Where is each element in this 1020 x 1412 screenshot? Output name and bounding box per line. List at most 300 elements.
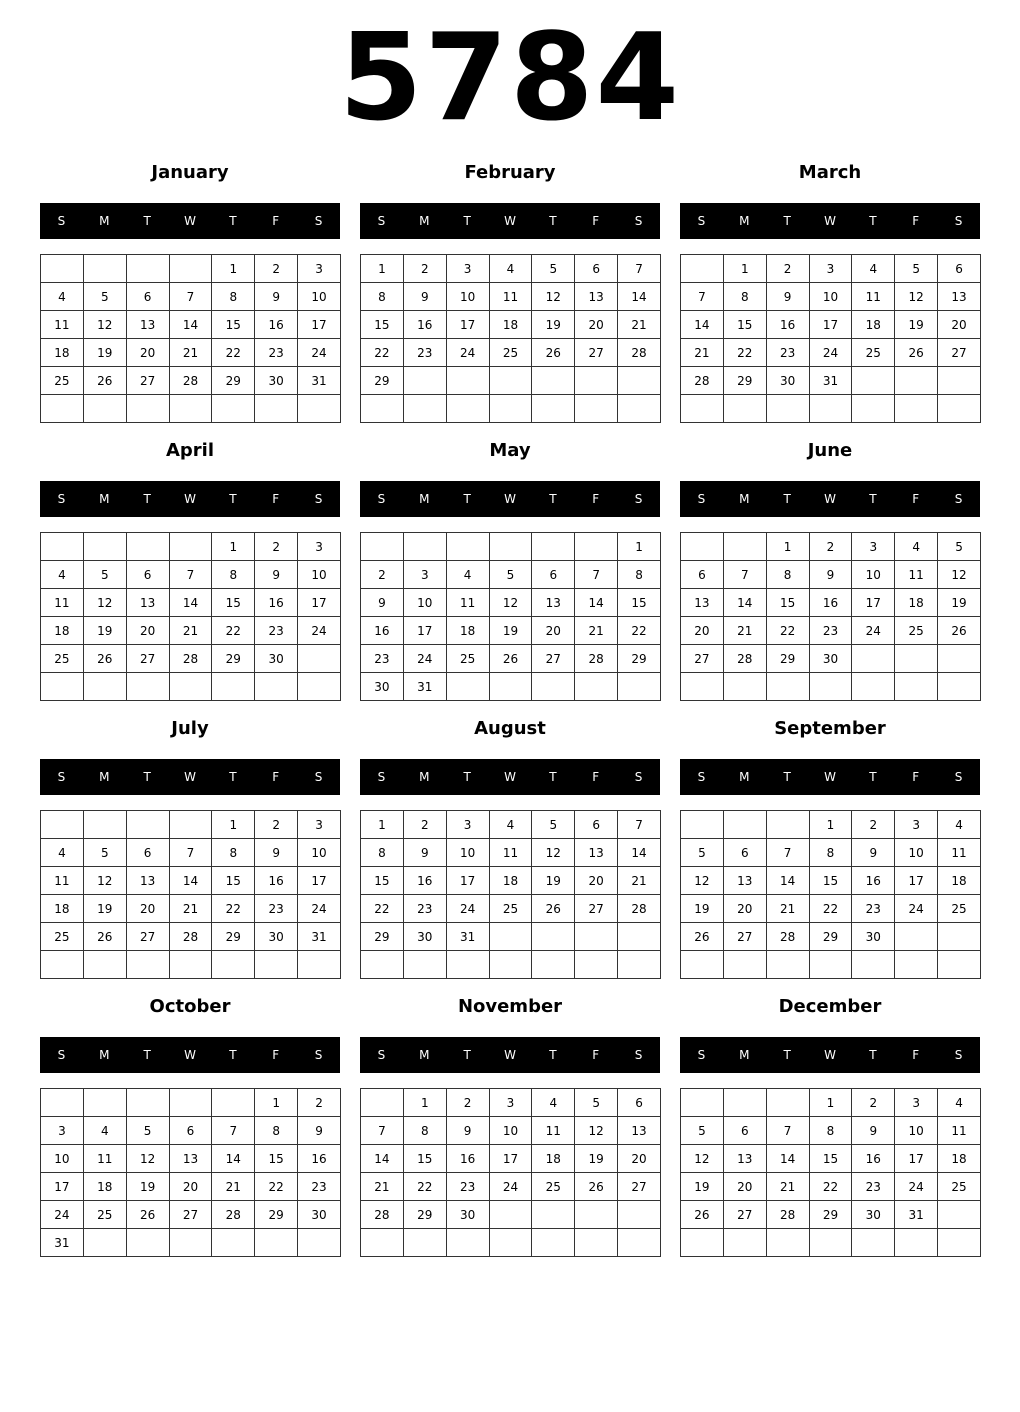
day-grid <box>680 810 981 979</box>
week-row <box>361 367 661 395</box>
weekday-label: S <box>697 770 706 784</box>
day-cell: 15 <box>361 311 404 339</box>
day-cell: 29 <box>361 367 404 395</box>
day-cell: 2 <box>809 533 852 561</box>
day-cell: 6 <box>126 561 169 589</box>
day-cell: 22 <box>212 617 255 645</box>
day-cell: 18 <box>83 1173 126 1201</box>
day-cell: 26 <box>83 367 126 395</box>
day-cell: 11 <box>895 561 938 589</box>
day-cell <box>126 395 169 423</box>
day-cell <box>255 673 298 701</box>
day-cell <box>809 951 852 979</box>
day-cell: 17 <box>489 1145 532 1173</box>
weekday-label: S <box>954 770 963 784</box>
day-cell: 2 <box>255 533 298 561</box>
day-cell: 27 <box>126 367 169 395</box>
day-cell: 16 <box>852 1145 895 1173</box>
day-cell <box>169 255 212 283</box>
week-row <box>41 923 341 951</box>
weekday-header <box>40 481 340 517</box>
day-cell: 12 <box>532 283 575 311</box>
day-cell: 21 <box>169 339 212 367</box>
week-row <box>361 1173 661 1201</box>
day-cell: 8 <box>723 283 766 311</box>
weekday-label: T <box>549 492 557 506</box>
day-cell <box>126 255 169 283</box>
day-cell: 8 <box>809 839 852 867</box>
day-cell: 28 <box>169 923 212 951</box>
day-cell <box>403 395 446 423</box>
day-cell: 17 <box>298 311 341 339</box>
weekday-label: M <box>99 492 110 506</box>
weekday-label: M <box>739 492 750 506</box>
day-cell: 19 <box>681 895 724 923</box>
day-cell: 23 <box>403 895 446 923</box>
week-row <box>41 645 341 673</box>
week-row <box>681 1229 981 1257</box>
day-cell: 24 <box>446 895 489 923</box>
day-cell <box>852 367 895 395</box>
day-cell: 6 <box>723 839 766 867</box>
week-row <box>41 1173 341 1201</box>
day-cell: 24 <box>895 1173 938 1201</box>
day-cell: 14 <box>575 589 618 617</box>
day-cell: 28 <box>618 339 661 367</box>
day-cell: 14 <box>681 311 724 339</box>
day-cell: 10 <box>446 839 489 867</box>
month-title: June <box>807 440 853 461</box>
day-cell: 19 <box>489 617 532 645</box>
day-cell: 1 <box>212 533 255 561</box>
day-grid <box>40 254 341 423</box>
day-cell: 18 <box>41 617 84 645</box>
week-row <box>41 1117 341 1145</box>
day-cell <box>255 951 298 979</box>
day-cell: 7 <box>212 1117 255 1145</box>
week-row <box>41 339 341 367</box>
day-cell: 16 <box>403 311 446 339</box>
day-cell <box>766 673 809 701</box>
week-row <box>41 839 341 867</box>
day-cell: 15 <box>723 311 766 339</box>
day-cell: 1 <box>809 1089 852 1117</box>
day-cell: 11 <box>938 1117 981 1145</box>
day-cell: 6 <box>723 1117 766 1145</box>
day-cell <box>681 395 724 423</box>
day-cell: 23 <box>255 617 298 645</box>
month-title: May <box>489 440 531 461</box>
day-cell <box>255 395 298 423</box>
day-cell <box>532 951 575 979</box>
day-cell: 31 <box>446 923 489 951</box>
day-cell <box>681 533 724 561</box>
day-cell <box>212 951 255 979</box>
day-cell <box>575 923 618 951</box>
day-cell: 1 <box>255 1089 298 1117</box>
day-cell: 30 <box>403 923 446 951</box>
day-cell: 9 <box>766 283 809 311</box>
day-cell: 21 <box>169 895 212 923</box>
day-cell <box>403 951 446 979</box>
day-cell: 19 <box>938 589 981 617</box>
day-cell: 22 <box>361 895 404 923</box>
day-cell: 18 <box>41 895 84 923</box>
day-cell: 31 <box>895 1201 938 1229</box>
day-cell: 4 <box>852 255 895 283</box>
day-cell: 23 <box>766 339 809 367</box>
weekday-label: F <box>272 214 280 228</box>
weekday-label: F <box>912 214 920 228</box>
day-cell: 27 <box>618 1173 661 1201</box>
day-cell: 5 <box>681 1117 724 1145</box>
weekday-label: S <box>57 1048 66 1062</box>
month-title: October <box>149 996 231 1017</box>
week-row <box>681 395 981 423</box>
week-row <box>361 1145 661 1173</box>
day-cell: 2 <box>255 255 298 283</box>
day-cell: 28 <box>361 1201 404 1229</box>
week-row <box>681 617 981 645</box>
day-cell <box>532 395 575 423</box>
day-cell <box>532 367 575 395</box>
day-cell <box>938 395 981 423</box>
day-cell: 8 <box>212 283 255 311</box>
day-cell: 3 <box>895 1089 938 1117</box>
day-cell: 25 <box>41 367 84 395</box>
day-cell <box>212 1229 255 1257</box>
day-cell <box>532 673 575 701</box>
day-cell: 2 <box>298 1089 341 1117</box>
weekday-label: T <box>463 214 471 228</box>
day-cell: 6 <box>532 561 575 589</box>
day-cell: 14 <box>169 867 212 895</box>
day-cell: 5 <box>895 255 938 283</box>
day-cell: 6 <box>126 283 169 311</box>
day-cell: 25 <box>83 1201 126 1229</box>
week-row <box>41 561 341 589</box>
weekday-label: S <box>954 492 963 506</box>
weekday-label: T <box>783 770 791 784</box>
day-cell: 9 <box>446 1117 489 1145</box>
day-cell: 24 <box>403 645 446 673</box>
day-cell: 27 <box>681 645 724 673</box>
week-row <box>681 951 981 979</box>
weekday-label: M <box>419 770 430 784</box>
day-cell: 10 <box>41 1145 84 1173</box>
day-cell: 29 <box>809 923 852 951</box>
day-cell <box>403 1229 446 1257</box>
day-cell: 16 <box>361 617 404 645</box>
day-cell: 7 <box>681 283 724 311</box>
day-cell <box>766 395 809 423</box>
day-cell <box>532 533 575 561</box>
day-grid <box>360 254 661 423</box>
day-cell: 23 <box>403 339 446 367</box>
day-cell <box>723 395 766 423</box>
day-cell: 26 <box>83 923 126 951</box>
day-cell: 16 <box>809 589 852 617</box>
week-row <box>681 867 981 895</box>
day-cell: 9 <box>255 561 298 589</box>
day-cell: 20 <box>126 339 169 367</box>
day-cell: 29 <box>809 1201 852 1229</box>
day-cell: 22 <box>809 1173 852 1201</box>
day-cell: 22 <box>809 895 852 923</box>
day-cell: 15 <box>212 311 255 339</box>
weekday-label: T <box>783 492 791 506</box>
day-cell: 17 <box>446 867 489 895</box>
weekday-label: T <box>869 492 877 506</box>
day-cell: 17 <box>298 867 341 895</box>
day-cell: 9 <box>298 1117 341 1145</box>
day-cell: 7 <box>766 1117 809 1145</box>
day-cell: 10 <box>298 839 341 867</box>
day-cell: 26 <box>532 895 575 923</box>
day-cell <box>723 533 766 561</box>
weekday-label: W <box>504 770 516 784</box>
day-cell: 29 <box>212 367 255 395</box>
day-cell <box>446 951 489 979</box>
day-cell: 3 <box>895 811 938 839</box>
day-cell <box>681 255 724 283</box>
day-grid <box>680 532 981 701</box>
day-cell: 3 <box>298 255 341 283</box>
day-cell: 1 <box>809 811 852 839</box>
day-cell: 4 <box>446 561 489 589</box>
week-row <box>361 1117 661 1145</box>
day-cell: 10 <box>895 1117 938 1145</box>
week-row <box>681 533 981 561</box>
weekday-label: W <box>184 492 196 506</box>
day-cell: 3 <box>446 255 489 283</box>
day-cell: 7 <box>169 283 212 311</box>
day-cell: 24 <box>298 339 341 367</box>
day-cell <box>618 367 661 395</box>
day-cell: 9 <box>809 561 852 589</box>
day-cell: 21 <box>169 617 212 645</box>
day-cell: 29 <box>212 645 255 673</box>
day-cell: 30 <box>255 645 298 673</box>
day-cell: 22 <box>766 617 809 645</box>
day-cell: 7 <box>618 255 661 283</box>
day-cell: 7 <box>575 561 618 589</box>
day-cell: 11 <box>489 283 532 311</box>
day-cell: 13 <box>169 1145 212 1173</box>
day-cell: 2 <box>852 811 895 839</box>
day-cell <box>938 367 981 395</box>
weekday-label: M <box>99 770 110 784</box>
day-cell <box>681 1229 724 1257</box>
week-row <box>361 811 661 839</box>
day-cell: 10 <box>298 561 341 589</box>
week-row <box>41 895 341 923</box>
day-grid <box>680 1088 981 1257</box>
week-row <box>41 1229 341 1257</box>
day-cell <box>575 673 618 701</box>
year-title: 5784 <box>339 9 681 148</box>
day-cell <box>361 951 404 979</box>
day-cell: 13 <box>126 867 169 895</box>
day-cell: 30 <box>809 645 852 673</box>
day-cell: 30 <box>361 673 404 701</box>
weekday-label: F <box>272 492 280 506</box>
day-cell <box>212 395 255 423</box>
day-cell: 13 <box>938 283 981 311</box>
day-cell: 5 <box>83 839 126 867</box>
weekday-label: S <box>697 492 706 506</box>
week-row <box>681 255 981 283</box>
day-cell: 19 <box>83 895 126 923</box>
weekday-label: M <box>99 214 110 228</box>
day-cell <box>126 951 169 979</box>
day-cell <box>895 645 938 673</box>
day-cell: 18 <box>895 589 938 617</box>
weekday-label: F <box>912 1048 920 1062</box>
weekday-label: F <box>592 1048 600 1062</box>
day-cell: 18 <box>489 311 532 339</box>
day-cell: 20 <box>681 617 724 645</box>
weekday-label: S <box>314 492 323 506</box>
day-cell <box>489 533 532 561</box>
day-cell <box>41 533 84 561</box>
day-cell: 21 <box>618 311 661 339</box>
day-cell: 23 <box>809 617 852 645</box>
day-cell <box>83 811 126 839</box>
day-cell: 18 <box>938 1145 981 1173</box>
weekday-label: W <box>504 214 516 228</box>
day-cell: 30 <box>766 367 809 395</box>
day-cell: 17 <box>895 1145 938 1173</box>
day-cell: 7 <box>361 1117 404 1145</box>
weekday-header <box>40 759 340 795</box>
day-cell <box>723 1089 766 1117</box>
day-cell: 6 <box>618 1089 661 1117</box>
weekday-label: S <box>697 214 706 228</box>
day-cell: 9 <box>852 1117 895 1145</box>
weekday-label: S <box>57 214 66 228</box>
day-cell <box>489 1229 532 1257</box>
day-cell: 31 <box>298 367 341 395</box>
day-cell: 20 <box>618 1145 661 1173</box>
weekday-header <box>360 759 660 795</box>
week-row <box>41 617 341 645</box>
day-cell: 15 <box>809 1145 852 1173</box>
day-cell <box>489 923 532 951</box>
day-cell <box>83 1089 126 1117</box>
day-cell: 18 <box>852 311 895 339</box>
day-cell: 8 <box>361 839 404 867</box>
day-cell: 11 <box>83 1145 126 1173</box>
day-cell: 23 <box>852 895 895 923</box>
day-cell: 13 <box>575 839 618 867</box>
day-cell: 15 <box>361 867 404 895</box>
day-cell: 4 <box>489 811 532 839</box>
day-cell: 28 <box>169 367 212 395</box>
day-cell: 13 <box>681 589 724 617</box>
day-cell <box>681 811 724 839</box>
day-cell: 2 <box>403 255 446 283</box>
day-cell: 9 <box>255 839 298 867</box>
day-cell: 15 <box>766 589 809 617</box>
day-cell <box>723 951 766 979</box>
day-cell: 20 <box>723 895 766 923</box>
day-cell: 21 <box>575 617 618 645</box>
week-row <box>361 1229 661 1257</box>
day-cell: 7 <box>723 561 766 589</box>
week-row <box>41 1145 341 1173</box>
day-cell <box>298 1229 341 1257</box>
day-cell: 31 <box>403 673 446 701</box>
day-cell: 12 <box>83 311 126 339</box>
day-cell: 23 <box>298 1173 341 1201</box>
day-cell: 20 <box>126 617 169 645</box>
weekday-label: S <box>697 1048 706 1062</box>
day-cell: 14 <box>361 1145 404 1173</box>
day-cell <box>618 1229 661 1257</box>
day-cell <box>126 811 169 839</box>
day-cell <box>938 1201 981 1229</box>
day-cell <box>298 395 341 423</box>
day-cell: 7 <box>169 561 212 589</box>
day-cell: 24 <box>298 617 341 645</box>
week-row <box>361 673 661 701</box>
day-cell: 22 <box>723 339 766 367</box>
day-cell: 11 <box>938 839 981 867</box>
month-title: March <box>798 162 862 183</box>
day-cell: 3 <box>298 533 341 561</box>
day-cell <box>446 673 489 701</box>
day-cell: 8 <box>212 839 255 867</box>
weekday-header <box>40 1037 340 1073</box>
day-cell: 27 <box>532 645 575 673</box>
week-row <box>361 1089 661 1117</box>
weekday-label: M <box>739 1048 750 1062</box>
day-cell: 20 <box>723 1173 766 1201</box>
day-cell: 9 <box>403 283 446 311</box>
day-grid <box>40 1088 341 1257</box>
day-cell <box>618 673 661 701</box>
day-cell <box>532 1201 575 1229</box>
day-cell: 31 <box>298 923 341 951</box>
day-cell <box>446 1229 489 1257</box>
day-cell <box>895 923 938 951</box>
day-cell <box>83 673 126 701</box>
month-title: January <box>151 162 229 183</box>
day-cell <box>489 673 532 701</box>
day-cell: 27 <box>575 895 618 923</box>
day-cell <box>809 673 852 701</box>
day-cell: 11 <box>446 589 489 617</box>
weekday-label: F <box>912 770 920 784</box>
day-cell: 29 <box>361 923 404 951</box>
weekday-label: T <box>869 770 877 784</box>
weekday-label: W <box>824 214 836 228</box>
day-cell: 15 <box>403 1145 446 1173</box>
week-row <box>361 339 661 367</box>
day-cell <box>126 1089 169 1117</box>
day-cell: 12 <box>575 1117 618 1145</box>
day-cell <box>489 951 532 979</box>
day-cell: 5 <box>532 811 575 839</box>
day-cell <box>41 255 84 283</box>
day-cell: 11 <box>489 839 532 867</box>
day-cell <box>41 951 84 979</box>
day-cell <box>938 645 981 673</box>
day-cell: 9 <box>403 839 446 867</box>
day-cell: 24 <box>852 617 895 645</box>
day-cell: 28 <box>681 367 724 395</box>
